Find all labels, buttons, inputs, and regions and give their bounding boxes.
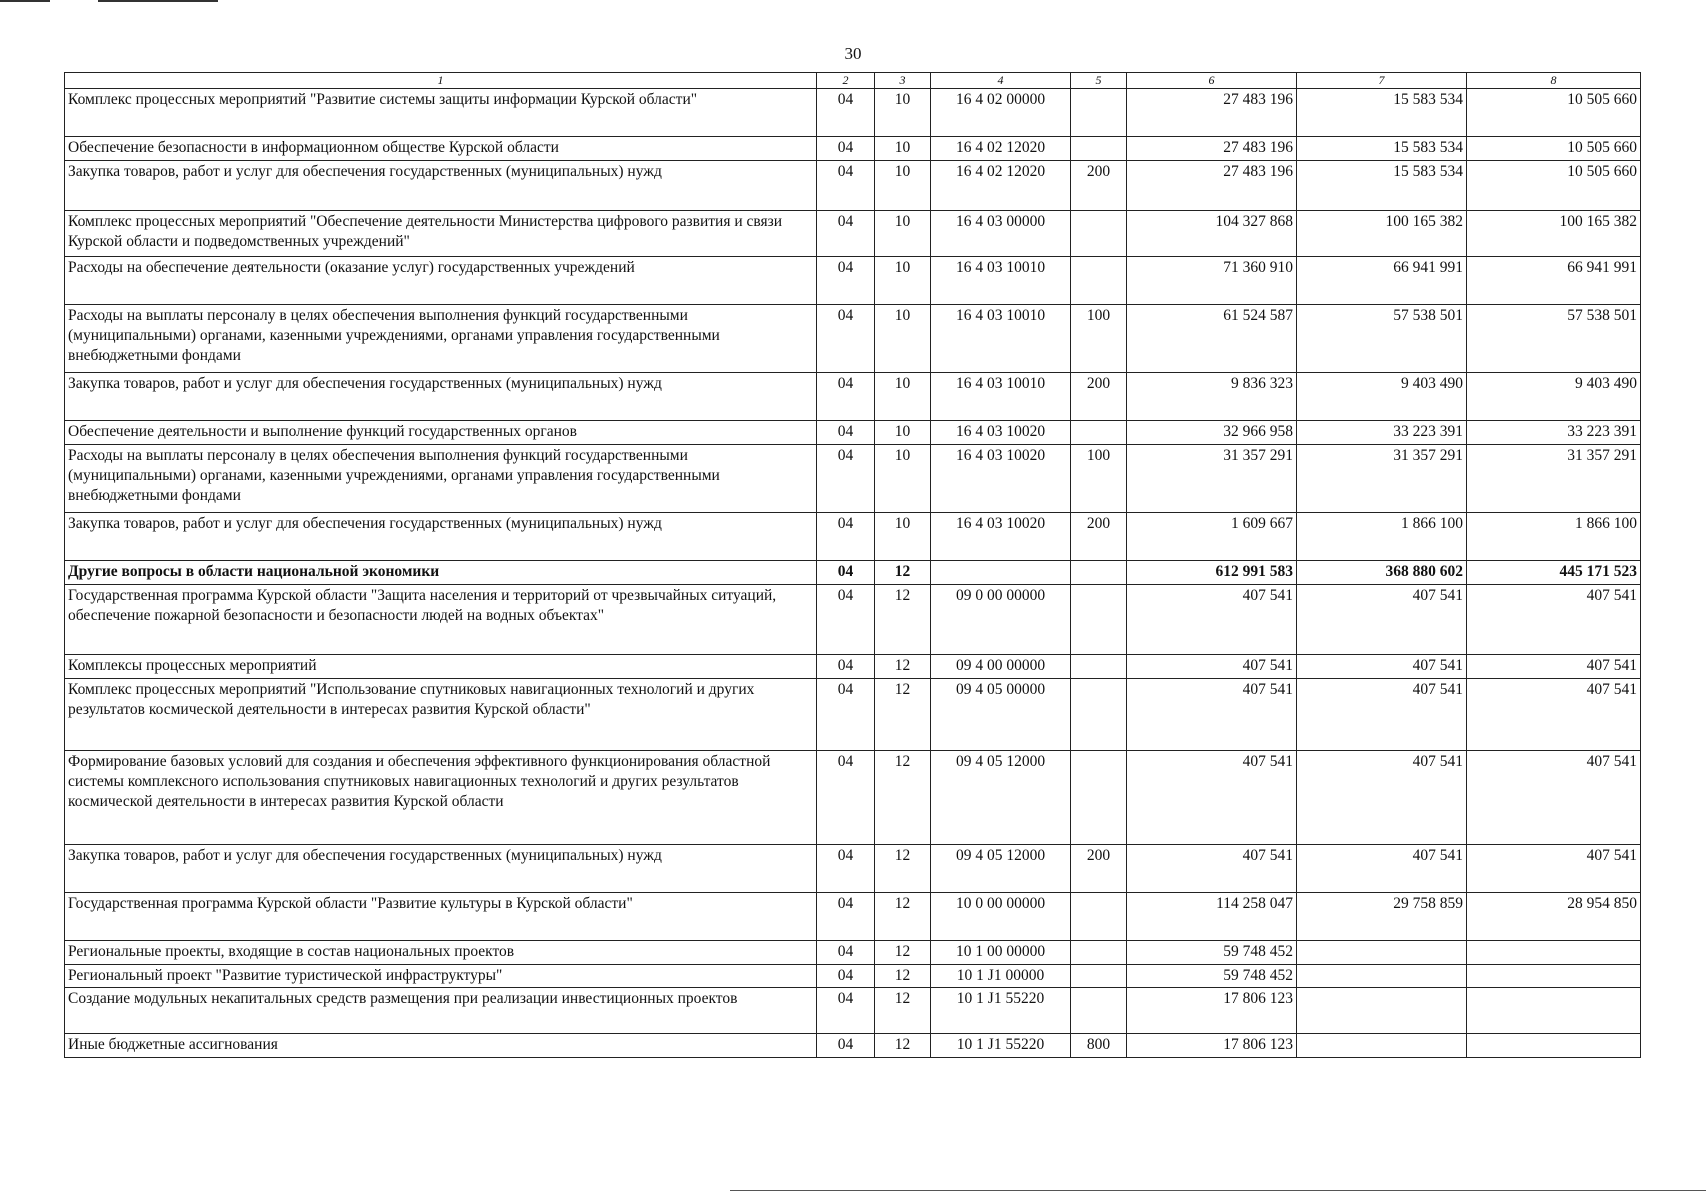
target-article-code: 16 4 03 10010 [931,305,1071,373]
amount-year-2: 100 165 382 [1297,211,1467,257]
amount-year-3: 9 403 490 [1467,373,1641,421]
section-code: 04 [817,445,875,513]
subsection-code: 12 [875,941,931,965]
section-code: 04 [817,89,875,137]
amount-year-3: 57 538 501 [1467,305,1641,373]
expense-type-code [1071,941,1127,965]
subsection-code: 12 [875,893,931,941]
section-code: 04 [817,373,875,421]
subsection-code: 12 [875,845,931,893]
amount-year-3: 66 941 991 [1467,257,1641,305]
amount-year-1: 31 357 291 [1127,445,1297,513]
amount-year-1: 32 966 958 [1127,421,1297,445]
target-article-code: 09 4 00 00000 [931,655,1071,679]
section-code: 04 [817,655,875,679]
row-name: Государственная программа Курской области "Защита населения и территорий от чрезвычайных ситуаций, обеспечение пожарной безопасности и безопасности людей на водных объектах" [65,585,817,655]
table-row [65,513,1641,561]
amount-year-3 [1467,941,1641,965]
table-row [65,161,1641,211]
row-name: Формирование базовых условий для создания и обеспечения эффективного функционирования областной системы комплексного использования спутниковых навигационных технологий и других результатов космической деятельности в интересах развития Курской области [65,751,817,845]
amount-year-1: 104 327 868 [1127,211,1297,257]
expense-type-code: 800 [1071,1034,1127,1058]
row-name: Государственная программа Курской области "Развитие культуры в Курской области" [65,893,817,941]
amount-year-2: 407 541 [1297,679,1467,751]
subsection-code: 12 [875,965,931,988]
amount-year-2 [1297,965,1467,988]
subsection-code: 10 [875,445,931,513]
amount-year-3: 33 223 391 [1467,421,1641,445]
amount-year-3 [1467,1034,1641,1058]
target-article-code: 09 0 00 00000 [931,585,1071,655]
target-article-code: 16 4 03 10010 [931,373,1071,421]
amount-year-3: 445 171 523 [1467,561,1641,585]
section-code: 04 [817,941,875,965]
section-code: 04 [817,893,875,941]
subsection-code: 12 [875,1034,931,1058]
column-number-row [65,73,1641,89]
target-article-code: 10 1 J1 55220 [931,1034,1071,1058]
expense-type-code [1071,751,1127,845]
subsection-code: 12 [875,751,931,845]
row-name: Комплекс процессных мероприятий "Развитие системы защиты информации Курской области" [65,89,817,137]
expense-type-code [1071,965,1127,988]
amount-year-1: 114 258 047 [1127,893,1297,941]
expense-type-code: 200 [1071,513,1127,561]
target-article-code: 16 4 03 00000 [931,211,1071,257]
amount-year-2 [1297,988,1467,1034]
section-code: 04 [817,513,875,561]
subsection-code: 10 [875,161,931,211]
amount-year-3: 407 541 [1467,845,1641,893]
subsection-code: 10 [875,421,931,445]
table-row [65,445,1641,513]
amount-year-2: 407 541 [1297,751,1467,845]
subsection-code: 10 [875,211,931,257]
amount-year-1: 27 483 196 [1127,89,1297,137]
subsection-code: 10 [875,257,931,305]
target-article-code: 09 4 05 12000 [931,845,1071,893]
section-code: 04 [817,211,875,257]
expense-type-code: 100 [1071,445,1127,513]
amount-year-1: 407 541 [1127,845,1297,893]
table-row [65,679,1641,751]
target-article-code: 10 1 00 00000 [931,941,1071,965]
amount-year-1: 407 541 [1127,679,1297,751]
amount-year-1: 407 541 [1127,655,1297,679]
expense-type-code: 200 [1071,845,1127,893]
subsection-code: 10 [875,305,931,373]
table-row [65,257,1641,305]
subsection-code: 12 [875,585,931,655]
target-article-code [931,561,1071,585]
target-article-code: 10 0 00 00000 [931,893,1071,941]
table-row [65,655,1641,679]
row-name: Комплекс процессных мероприятий "Использование спутниковых навигационных технологий и других результатов космической деятельности в интересах развития Курской области" [65,679,817,751]
amount-year-2: 407 541 [1297,585,1467,655]
section-code: 04 [817,1034,875,1058]
section-code: 04 [817,305,875,373]
section-code: 04 [817,988,875,1034]
subsection-code: 12 [875,679,931,751]
page-number: 30 [844,44,862,63]
amount-year-2: 9 403 490 [1297,373,1467,421]
expense-type-code [1071,655,1127,679]
amount-year-2: 407 541 [1297,655,1467,679]
amount-year-2 [1297,1034,1467,1058]
section-code: 04 [817,161,875,211]
expense-type-code [1071,89,1127,137]
target-article-code: 16 4 02 12020 [931,161,1071,211]
table-row [65,941,1641,965]
amount-year-1: 27 483 196 [1127,161,1297,211]
row-name: Другие вопросы в области национальной экономики [65,561,817,585]
col-header: 7 [1297,73,1467,89]
expense-type-code: 200 [1071,373,1127,421]
table-row [65,373,1641,421]
amount-year-1: 1 609 667 [1127,513,1297,561]
amount-year-2: 407 541 [1297,845,1467,893]
amount-year-3 [1467,965,1641,988]
target-article-code: 09 4 05 00000 [931,679,1071,751]
row-name: Иные бюджетные ассигнования [65,1034,817,1058]
target-article-code: 16 4 02 00000 [931,89,1071,137]
amount-year-2: 15 583 534 [1297,161,1467,211]
row-name: Региональный проект "Развитие туристической инфраструктуры" [65,965,817,988]
amount-year-1: 9 836 323 [1127,373,1297,421]
col-header: 8 [1467,73,1641,89]
section-code: 04 [817,845,875,893]
col-header: 3 [875,73,931,89]
amount-year-2: 1 866 100 [1297,513,1467,561]
subsection-code: 10 [875,89,931,137]
table-row [65,751,1641,845]
col-header: 6 [1127,73,1297,89]
amount-year-1: 27 483 196 [1127,137,1297,161]
subsection-code: 10 [875,513,931,561]
expense-type-code [1071,137,1127,161]
table-row [65,211,1641,257]
amount-year-3: 31 357 291 [1467,445,1641,513]
amount-year-3: 28 954 850 [1467,893,1641,941]
amount-year-2: 15 583 534 [1297,137,1467,161]
row-name: Закупка товаров, работ и услуг для обеспечения государственных (муниципальных) нужд [65,161,817,211]
amount-year-2: 368 880 602 [1297,561,1467,585]
row-name: Расходы на выплаты персоналу в целях обеспечения выполнения функций государственными (муниципальными) органами, казенными учреждениями, органами управления государственными внебюджетными фондами [65,445,817,513]
table-row [65,89,1641,137]
section-code: 04 [817,585,875,655]
target-article-code: 16 4 03 10020 [931,513,1071,561]
row-name: Расходы на обеспечение деятельности (оказание услуг) государственных учреждений [65,257,817,305]
amount-year-3: 10 505 660 [1467,89,1641,137]
section-code: 04 [817,257,875,305]
section-code: 04 [817,679,875,751]
target-article-code: 16 4 03 10020 [931,421,1071,445]
table-row [65,1034,1641,1058]
target-article-code: 16 4 02 12020 [931,137,1071,161]
amount-year-1: 71 360 910 [1127,257,1297,305]
col-header: 4 [931,73,1071,89]
amount-year-3: 10 505 660 [1467,137,1641,161]
table-row [65,305,1641,373]
expense-type-code: 100 [1071,305,1127,373]
expense-type-code [1071,893,1127,941]
scan-top-rule [0,0,50,2]
table-row [65,845,1641,893]
row-name: Закупка товаров, работ и услуг для обеспечения государственных (муниципальных) нужд [65,373,817,421]
amount-year-2 [1297,941,1467,965]
subsection-code: 12 [875,655,931,679]
target-article-code: 16 4 03 10010 [931,257,1071,305]
target-article-code: 16 4 03 10020 [931,445,1071,513]
section-code: 04 [817,751,875,845]
section-code: 04 [817,561,875,585]
row-name: Закупка товаров, работ и услуг для обеспечения государственных (муниципальных) нужд [65,845,817,893]
section-code: 04 [817,965,875,988]
budget-table [64,72,1641,1058]
amount-year-1: 407 541 [1127,751,1297,845]
amount-year-1: 61 524 587 [1127,305,1297,373]
target-article-code: 10 1 J1 55220 [931,988,1071,1034]
amount-year-1: 612 991 583 [1127,561,1297,585]
amount-year-1: 17 806 123 [1127,1034,1297,1058]
section-code: 04 [817,421,875,445]
expense-type-code: 200 [1071,161,1127,211]
table-row [65,988,1641,1034]
row-name: Региональные проекты, входящие в состав национальных проектов [65,941,817,965]
amount-year-1: 17 806 123 [1127,988,1297,1034]
col-header: 1 [65,73,817,89]
subsection-code: 10 [875,137,931,161]
amount-year-2: 15 583 534 [1297,89,1467,137]
amount-year-3 [1467,988,1641,1034]
scan-bottom-rule [730,1190,1706,1191]
amount-year-2: 33 223 391 [1297,421,1467,445]
amount-year-2: 31 357 291 [1297,445,1467,513]
expense-type-code [1071,257,1127,305]
target-article-code: 09 4 05 12000 [931,751,1071,845]
expense-type-code [1071,585,1127,655]
table-row [65,137,1641,161]
table-row [65,421,1641,445]
amount-year-1: 59 748 452 [1127,941,1297,965]
subsection-code: 10 [875,373,931,421]
expense-type-code [1071,421,1127,445]
amount-year-2: 29 758 859 [1297,893,1467,941]
col-header: 2 [817,73,875,89]
subsection-code: 12 [875,988,931,1034]
expense-type-code [1071,988,1127,1034]
amount-year-3: 407 541 [1467,585,1641,655]
row-name: Расходы на выплаты персоналу в целях обеспечения выполнения функций государственными (муниципальными) органами, казенными учреждениями, органами управления государственными внебюджетными фондами [65,305,817,373]
amount-year-1: 59 748 452 [1127,965,1297,988]
amount-year-3: 10 505 660 [1467,161,1641,211]
col-header: 5 [1071,73,1127,89]
amount-year-1: 407 541 [1127,585,1297,655]
row-name: Создание модульных некапитальных средств размещения при реализации инвестиционных проектов [65,988,817,1034]
amount-year-3: 407 541 [1467,679,1641,751]
row-name: Закупка товаров, работ и услуг для обеспечения государственных (муниципальных) нужд [65,513,817,561]
amount-year-3: 100 165 382 [1467,211,1641,257]
amount-year-2: 66 941 991 [1297,257,1467,305]
expense-type-code [1071,679,1127,751]
amount-year-2: 57 538 501 [1297,305,1467,373]
table-row [65,965,1641,988]
expense-type-code [1071,561,1127,585]
row-name: Комплекс процессных мероприятий "Обеспечение деятельности Министерства цифрового развития и связи Курской области и подведомственных учреждений" [65,211,817,257]
row-name: Комплексы процессных мероприятий [65,655,817,679]
amount-year-3: 1 866 100 [1467,513,1641,561]
subsection-code: 12 [875,561,931,585]
scan-top-rule [98,0,218,2]
section-code: 04 [817,137,875,161]
table-row [65,561,1641,585]
expense-type-code [1071,211,1127,257]
target-article-code: 10 1 J1 00000 [931,965,1071,988]
amount-year-3: 407 541 [1467,751,1641,845]
row-name: Обеспечение деятельности и выполнение функций государственных органов [65,421,817,445]
amount-year-3: 407 541 [1467,655,1641,679]
row-name: Обеспечение безопасности в информационном обществе Курской области [65,137,817,161]
table-row [65,585,1641,655]
table-row [65,893,1641,941]
